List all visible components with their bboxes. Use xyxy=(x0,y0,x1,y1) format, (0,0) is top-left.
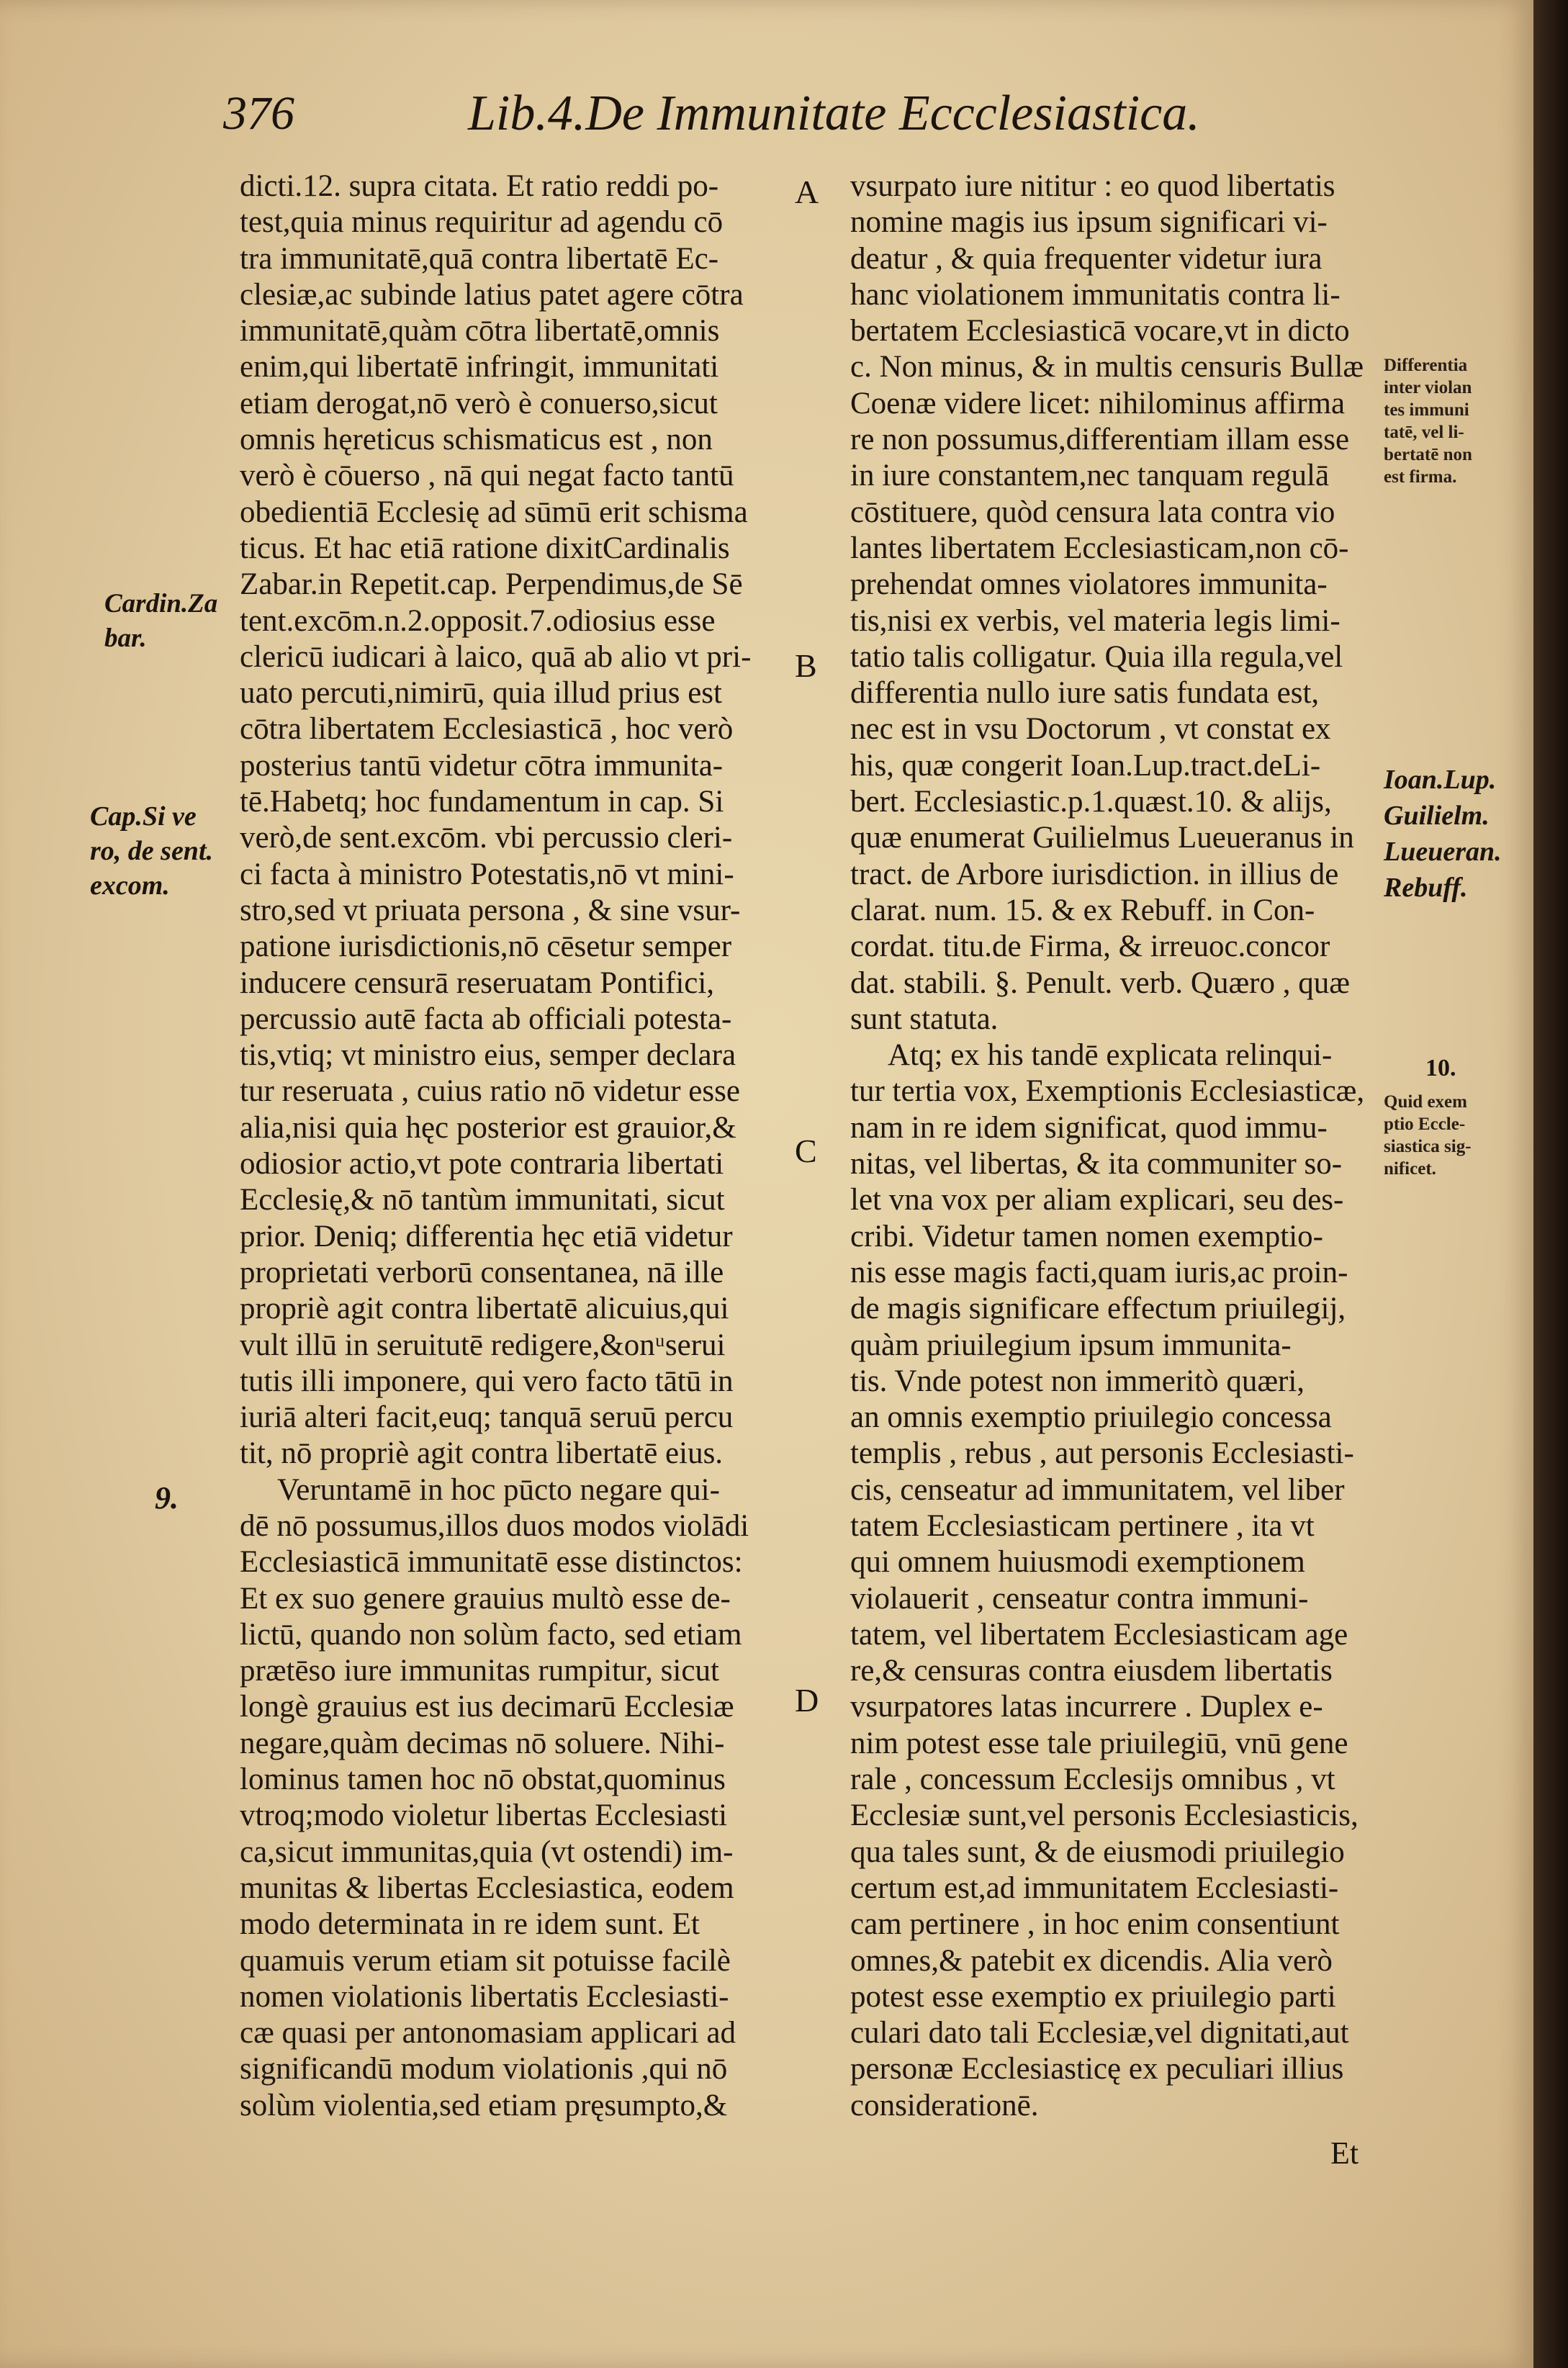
text-line: Coenæ videre licet: nihilominus affirma xyxy=(850,386,1346,420)
text-line: cōtra libertatem Ecclesiasticā , hoc verò xyxy=(240,712,734,747)
text-line: tē.Habetq; hoc fundamentum in cap. Si xyxy=(240,785,724,819)
margin-note-authors xyxy=(1384,762,1502,906)
text-line: bertatem Ecclesiasticā vocare,vt in dicto xyxy=(850,314,1350,348)
text-line: vsurpatores latas incurrere . Duplex e- xyxy=(850,1690,1323,1724)
text-line: vtroq;modo violetur libertas Ecclesiasti xyxy=(240,1798,728,1833)
text-line: significandū modum violationis ,qui nō xyxy=(240,2052,728,2086)
text-line: deatur , & quia frequenter videtur iura xyxy=(850,241,1323,276)
text-line: de magis significare effectum priuilegij, xyxy=(850,1292,1346,1326)
text-line: clarat. num. 15. & ex Rebuff. in Con- xyxy=(850,893,1315,927)
text-line: ticus. Et hac etiā ratione dixitCardinalis xyxy=(240,531,730,565)
text-line: iuriā alteri facit,euq; tanquā seruū percu xyxy=(240,1400,734,1435)
text-line: sunt statuta. xyxy=(850,1001,999,1036)
margin-note-line: inter violan xyxy=(1384,378,1472,397)
text-line: Veruntamē in hoc pūcto negare qui- xyxy=(277,1472,720,1507)
text-line: templis , rebus , aut personis Ecclesiasti- xyxy=(850,1436,1354,1471)
text-line: in iure constantem,nec tanquam regulā xyxy=(850,459,1330,493)
text-line: rale , concessum Ecclesijs omnibus , vt xyxy=(850,1763,1335,1797)
text-line: odiosior actio,vt pote contraria libertati xyxy=(240,1147,724,1181)
text-line: lictū, quando non solùm facto, sed etiam xyxy=(240,1617,742,1652)
text-line: tur reseruata , cuius ratio nō videtur esse xyxy=(240,1074,740,1109)
left-text-column xyxy=(240,168,772,2124)
text-line: tutis illi imponere, qui vero facto tātū in xyxy=(240,1364,734,1398)
text-line: omnis hęreticus schismaticus est , non xyxy=(240,423,713,457)
text-line: propriè agit contra libertatē alicuius,qui xyxy=(240,1292,729,1326)
book-edge xyxy=(1533,0,1568,2368)
text-line: test,quia minus requiritur ad agendu cō xyxy=(240,205,724,240)
text-line: ci facta à ministro Potestatis,nō vt mini- xyxy=(240,857,734,891)
margin-note-quid-exemptio xyxy=(1384,1091,1472,1180)
text-line: dat. stabili. §. Penult. verb. Quæro , quæ xyxy=(850,965,1350,1000)
text-line: quamuis verum etiam sit potuisse facilè xyxy=(240,1943,731,1978)
margin-note-line: est firma. xyxy=(1384,467,1457,487)
text-line: vult illū in seruitutē redigere,&onᵘserui xyxy=(240,1328,726,1362)
section-letter-a: A xyxy=(795,174,819,210)
section-letter-c: C xyxy=(795,1133,817,1169)
text-line: c. Non minus, & in multis censuris Bullæ xyxy=(850,350,1364,384)
text-line: lominus tamen hoc nō obstat,quominus xyxy=(240,1763,726,1797)
section-letter-b: B xyxy=(795,647,817,684)
text-line: tis,nisi ex verbis, vel materia legis limi- xyxy=(850,603,1341,638)
text-line: considerationē. xyxy=(850,2088,1039,2122)
margin-note-line: excom. xyxy=(90,870,170,901)
text-line: re non possumus,differentiam illam esse xyxy=(850,423,1350,457)
text-line: personæ Ecclesiasticę ex peculiari illius xyxy=(850,2052,1344,2086)
text-line: nam in re idem significat, quod immu- xyxy=(850,1110,1328,1145)
text-line: Zabar.in Repetit.cap. Perpendimus,de Sē xyxy=(240,567,743,602)
text-line: longè grauius est ius decimarū Ecclesiæ xyxy=(240,1690,734,1724)
text-line: tatem, vel libertatem Ecclesiasticam age xyxy=(850,1617,1348,1652)
margin-note-cardinal xyxy=(104,587,217,656)
text-line: differentia nullo iure satis fundata est, xyxy=(850,676,1320,711)
text-line: re,& censuras contra eiusdem libertatis xyxy=(850,1654,1333,1688)
margin-note-cap-si-vero xyxy=(90,799,213,903)
text-line: dē nō possumus,illos duos modos violādi xyxy=(240,1508,749,1543)
text-line: tent.excōm.n.2.opposit.7.odiosius esse xyxy=(240,603,716,638)
margin-note-line: Rebuff. xyxy=(1384,873,1468,903)
text-line: cis, censeatur ad immunitatem, vel liber xyxy=(850,1472,1345,1507)
margin-note-line: Cardin.Za xyxy=(104,589,218,618)
text-line: potest esse exemptio ex priuilegio parti xyxy=(850,1979,1336,2014)
text-line: qui omnem huiusmodi exemptionem xyxy=(850,1545,1305,1580)
margin-note-line: bertatē non xyxy=(1384,445,1472,464)
text-line: clesiæ,ac subinde latius patet agere cōtra xyxy=(240,277,744,312)
text-line: vsurpato iure nititur : eo quod libertatis xyxy=(850,169,1335,203)
text-line: Ecclesiasticā immunitatē esse distinctos: xyxy=(240,1545,743,1580)
text-line: patione iurisdictionis,nō cēsetur semper xyxy=(240,929,732,964)
text-line: prior. Deniq; differentia hęc etiā videtur xyxy=(240,1219,733,1253)
text-line: alia,nisi quia hęc posterior est grauior,& xyxy=(240,1110,736,1145)
text-line: Atq; ex his tandē explicata relinqui- xyxy=(888,1038,1333,1073)
text-line: solùm violentia,sed etiam pręsumpto,& xyxy=(240,2088,728,2122)
text-line: cōstituere, quòd censura lata contra vio xyxy=(850,495,1335,529)
text-line: cæ quasi per antonomasiam applicari ad xyxy=(240,2016,736,2050)
text-line: tatem Ecclesiasticam pertinere , ita vt xyxy=(850,1508,1315,1543)
text-line: nim potest esse tale priuilegiū, vnū gene xyxy=(850,1726,1348,1760)
text-line: tatio talis colligatur. Quia illa regula,vel xyxy=(850,639,1343,674)
text-line: uato percuti,nimirū, quia illud prius est xyxy=(240,676,722,711)
text-line: posterius tantū videtur cōtra immunita- xyxy=(240,748,724,783)
text-line: nis esse magis facti,quam iuris,ac proin- xyxy=(850,1255,1348,1289)
paragraph-number-10: 10. xyxy=(1425,1055,1456,1081)
text-line: cordat. titu.de Firma, & irreuoc.concor xyxy=(850,929,1330,964)
text-line: tract. de Arbore iurisdiction. in illius de xyxy=(850,857,1339,891)
text-line: modo determinata in re idem sunt. Et xyxy=(240,1907,700,1942)
text-line: ca,sicut immunitas,quia (vt ostendi) im- xyxy=(240,1834,734,1869)
text-line: an omnis exemptio priuilegio concessa xyxy=(850,1400,1332,1435)
text-line: nitas, vel libertas, & ita communiter so- xyxy=(850,1147,1343,1181)
margin-note-line: Guilielm. xyxy=(1384,801,1490,831)
text-line: violauerit , censeatur contra immuni- xyxy=(850,1581,1309,1616)
margin-note-line: nificet. xyxy=(1384,1159,1436,1179)
margin-note-line: tes immuni xyxy=(1384,400,1469,420)
margin-note-line: Cap.Si ve xyxy=(90,801,197,832)
text-line: bert. Ecclesiastic.p.1.quæst.10. & alijs, xyxy=(850,785,1332,819)
text-line: culari dato tali Ecclesiæ,vel dignitati,aut xyxy=(850,2016,1349,2050)
text-line: his, quæ congerit Ioan.Lup.tract.deLi- xyxy=(850,748,1321,783)
text-line: nomen violationis libertatis Ecclesiasti- xyxy=(240,1979,729,2014)
margin-note-line: Ioan.Lup. xyxy=(1384,765,1497,795)
margin-note-line: Quid exem xyxy=(1384,1092,1467,1112)
page-number: 376 xyxy=(223,87,294,140)
margin-note-line: bar. xyxy=(104,623,147,653)
margin-note-differentia xyxy=(1384,354,1472,488)
text-line: nomine magis ius ipsum significari vi- xyxy=(850,205,1328,240)
text-line: verò,de sent.excōm. vbi percussio cleri- xyxy=(240,821,733,855)
text-line: dicti.12. supra citata. Et ratio reddi po- xyxy=(240,169,719,203)
text-line: Ecclesię,& nō tantùm immunitati, sicut xyxy=(240,1183,725,1217)
text-line: tis. Vnde potest non immeritò quæri, xyxy=(850,1364,1305,1398)
text-line: certum est,ad immunitatem Ecclesiasti- xyxy=(850,1870,1339,1905)
section-letter-d: D xyxy=(795,1682,819,1719)
margin-note-line: ro, de sent. xyxy=(90,836,213,866)
text-line: percussio autē facta ab officiali potesta- xyxy=(240,1001,732,1036)
text-line: enim,qui libertatē infringit, immunitati xyxy=(240,350,719,384)
text-line: lantes libertatem Ecclesiasticam,non cō- xyxy=(850,531,1349,565)
text-line: quæ enumerat Guilielmus Lueueranus in xyxy=(850,821,1354,855)
text-line: omnes,& patebit ex dicendis. Alia verò xyxy=(850,1943,1333,1978)
text-line: quàm priuilegium ipsum immunita- xyxy=(850,1328,1292,1362)
margin-note-line: Lueueran. xyxy=(1384,837,1502,867)
margin-note-line: ptio Eccle- xyxy=(1384,1115,1466,1134)
text-line: verò è cōuerso , nā qui negat facto tantū xyxy=(240,459,734,493)
text-line: tis,vtiq; vt ministro eius, semper declara xyxy=(240,1038,736,1073)
text-line: cam pertinere , in hoc enim consentiunt xyxy=(850,1907,1340,1942)
text-line: nec est in vsu Doctorum , vt constat ex xyxy=(850,712,1331,747)
text-line: prehendat omnes violatores immunita- xyxy=(850,567,1328,602)
text-line: immunitatē,quàm cōtra libertatē,omnis xyxy=(240,314,720,348)
text-line: tit, nō propriè agit contra libertatē eius. xyxy=(240,1436,724,1471)
margin-note-line: Differentia xyxy=(1384,356,1468,375)
text-line: inducere censurā reseruatam Pontifici, xyxy=(240,965,715,1000)
text-line: Et ex suo genere grauius multò esse de- xyxy=(240,1581,731,1616)
paragraph-number-9: 9. xyxy=(155,1480,179,1516)
text-line: tra immunitatē,quā contra libertatē Ec- xyxy=(240,241,719,276)
running-head: Lib.4.De Immunitate Eccclesiastica. xyxy=(468,86,1200,141)
text-line: etiam derogat,nō verò è conuerso,sicut xyxy=(240,386,718,420)
text-line: qua tales sunt, & de eiusmodi priuilegio xyxy=(850,1834,1345,1869)
text-line: let vna vox per aliam explicari, seu des- xyxy=(850,1183,1344,1217)
text-line: negare,quàm decimas nō soluere. Nihi- xyxy=(240,1726,725,1760)
text-line: munitas & libertas Ecclesiastica, eodem xyxy=(240,1870,734,1905)
text-line: stro,sed vt priuata persona , & sine vsur- xyxy=(240,893,741,927)
catchword: Et xyxy=(1330,2135,1359,2171)
right-text-column xyxy=(850,168,1379,2124)
text-line: clericū iudicari à laico, quā ab alio vt pri- xyxy=(240,639,752,674)
text-line: prætēso iure immunitas rumpitur, sicut xyxy=(240,1654,719,1688)
margin-note-line: siastica sig- xyxy=(1384,1137,1472,1156)
text-line: hanc violationem immunitatis contra li- xyxy=(850,277,1341,312)
margin-note-line: tatē, vel li- xyxy=(1384,423,1464,442)
text-line: obedientiā Ecclesię ad sūmū erit schisma xyxy=(240,495,748,529)
text-line: Ecclesiæ sunt,vel personis Ecclesiasticis, xyxy=(850,1798,1359,1833)
text-line: cribi. Videtur tamen nomen exemptio- xyxy=(850,1219,1323,1253)
text-line: tur tertia vox, Exemptionis Ecclesiasticæ, xyxy=(850,1074,1365,1109)
page-header xyxy=(216,79,1224,158)
text-line: proprietati verborū consentanea, nā ille xyxy=(240,1255,724,1289)
